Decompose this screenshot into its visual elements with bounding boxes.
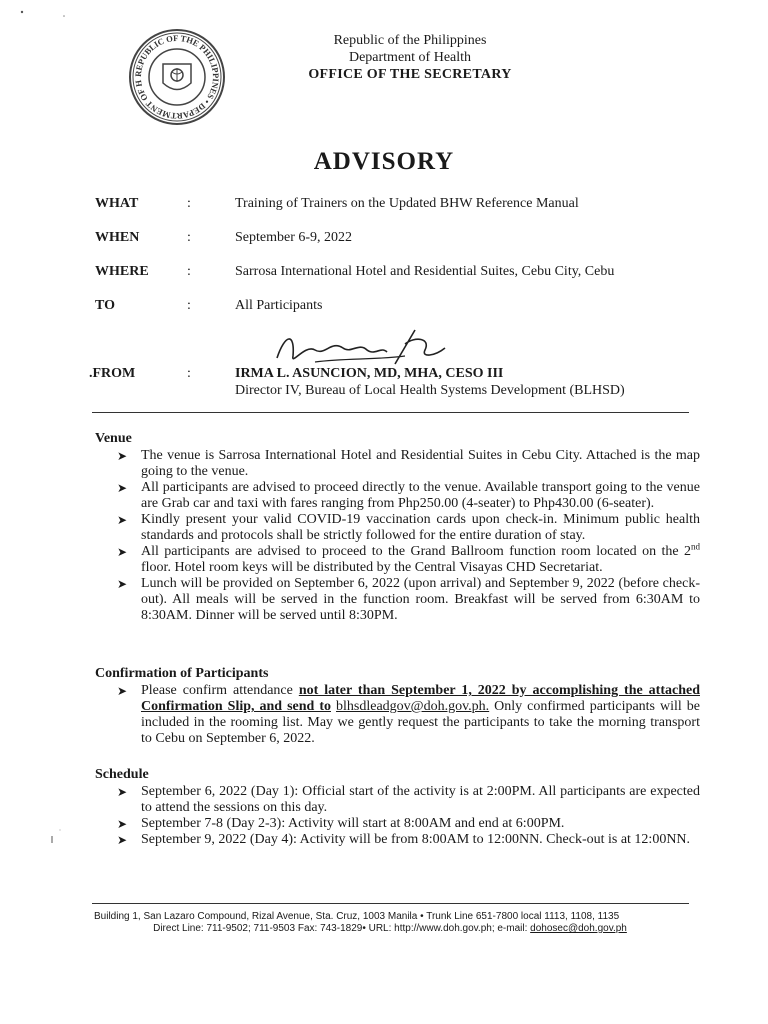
arrow-bullet-icon: ➤	[117, 577, 128, 591]
department-name: Department of Health	[348, 50, 472, 65]
arrow-bullet-icon: ➤	[117, 785, 128, 799]
when-value: September 6-9, 2022	[235, 230, 353, 245]
colon: :	[187, 366, 191, 381]
arrow-bullet-icon: ➤	[117, 833, 128, 847]
list-item: ➤ The venue is Sarrosa International Hotel and Residential Suites in Cebu City. Attached is the map going to the venue.	[117, 448, 700, 479]
where-value: Sarrosa International Hotel and Residential Suites, Cebu City, Cebu	[235, 264, 615, 279]
arrow-bullet-icon: ➤	[117, 817, 128, 831]
arrow-bullet-icon: ➤	[117, 684, 128, 698]
arrow-bullet-icon: ➤	[117, 513, 128, 527]
venue-title: Venue	[95, 431, 132, 446]
what-value: Training of Trainers on the Updated BHW Reference Manual	[235, 196, 579, 211]
colon: :	[187, 230, 191, 245]
what-label: WHAT	[95, 196, 139, 211]
confirmation-title: Confirmation of Participants	[95, 666, 269, 681]
list-item: ➤ September 6, 2022 (Day 1): Official start of the activity is at 2:00PM. All participants are expected to attend the sessions on this day.	[117, 784, 700, 815]
schedule-title: Schedule	[95, 767, 149, 782]
arrow-bullet-icon: ➤	[117, 449, 128, 463]
when-label: WHEN	[95, 230, 140, 245]
country-name: Republic of the Philippines	[333, 33, 487, 48]
footer-address: Building 1, San Lazaro Compound, Rizal Avenue, Sta. Cruz, 1003 Manila • Trunk Line 651-7800 local 1113, 1108, 1135	[94, 911, 620, 922]
page-title: ADVISORY	[313, 148, 455, 175]
to-value: All Participants	[235, 298, 323, 313]
list-item: ➤ Lunch will be provided on September 6, 2022 (upon arrival) and September 9, 2022 (before check-out). All meals will be served in the function room. Breakfast will be served from 6:30AM to 8:30AM. Dinner will be served until 8:30PM.	[117, 576, 700, 623]
colon: :	[187, 298, 191, 313]
from-label: .FROM	[89, 366, 136, 381]
where-label: WHERE	[95, 264, 149, 279]
list-item: ➤ Kindly present your valid COVID-19 vaccination cards upon check-in. Minimum public health standards and protocols shall be strictly followed for the entire duration of stay.	[117, 512, 700, 543]
office-name: OFFICE OF THE SECRETARY	[308, 67, 512, 82]
colon: :	[187, 196, 191, 211]
list-item: ➤ All participants are advised to proceed directly to the venue. Available transport going to the venue are Grab car and taxi with fares ranging from Php250.00 (4-seater) to Php430.00 (6-seater).	[117, 480, 700, 511]
colon: :	[187, 264, 191, 279]
arrow-bullet-icon: ➤	[117, 481, 128, 495]
from-name: IRMA L. ASUNCION, MD, MHA, CESO III	[235, 366, 504, 381]
to-label: TO	[95, 298, 115, 313]
contact-email-link[interactable]: blhsdleadgov@doh.gov.ph.	[336, 699, 490, 714]
list-item: ➤ September 9, 2022 (Day 4): Activity will be from 8:00AM to 12:00NN. Check-out is at 12:00NN.	[117, 832, 691, 847]
from-title: Director IV, Bureau of Local Health Systems Development (BLHSD)	[235, 383, 625, 398]
list-item: ➤ Please confirm attendance not later than September 1, 2022 by accomplishing the attached Confirmation Slip, and send to blhsdleadgov@doh.gov.ph. Only confirmed participants will be included in the rooming list. May we gently request the participants to take the morning transport to Cebu on September 6, 2022.	[117, 683, 701, 746]
list-item: ➤ All participants are advised to proceed to the Grand Ballroom function room located on the 2nd floor. Hotel room keys will be distributed by the Central Visayas CHD Secretariat.	[117, 541, 700, 575]
arrow-bullet-icon: ➤	[117, 545, 128, 559]
footer-contact: Direct Line: 711-9502; 711-9503 Fax: 743-1829• URL: http://www.doh.gov.ph; e-mail: dohosec@doh.gov.ph	[153, 923, 627, 934]
list-item: ➤ September 7-8 (Day 2-3): Activity will start at 8:00AM and end at 6:00PM.	[117, 816, 565, 831]
footer-email-link[interactable]: dohosec@doh.gov.ph	[530, 923, 627, 934]
seal-text: REPUBLIC OF THE PHILIPPINES • DEPARTMENT OF H	[132, 32, 222, 122]
